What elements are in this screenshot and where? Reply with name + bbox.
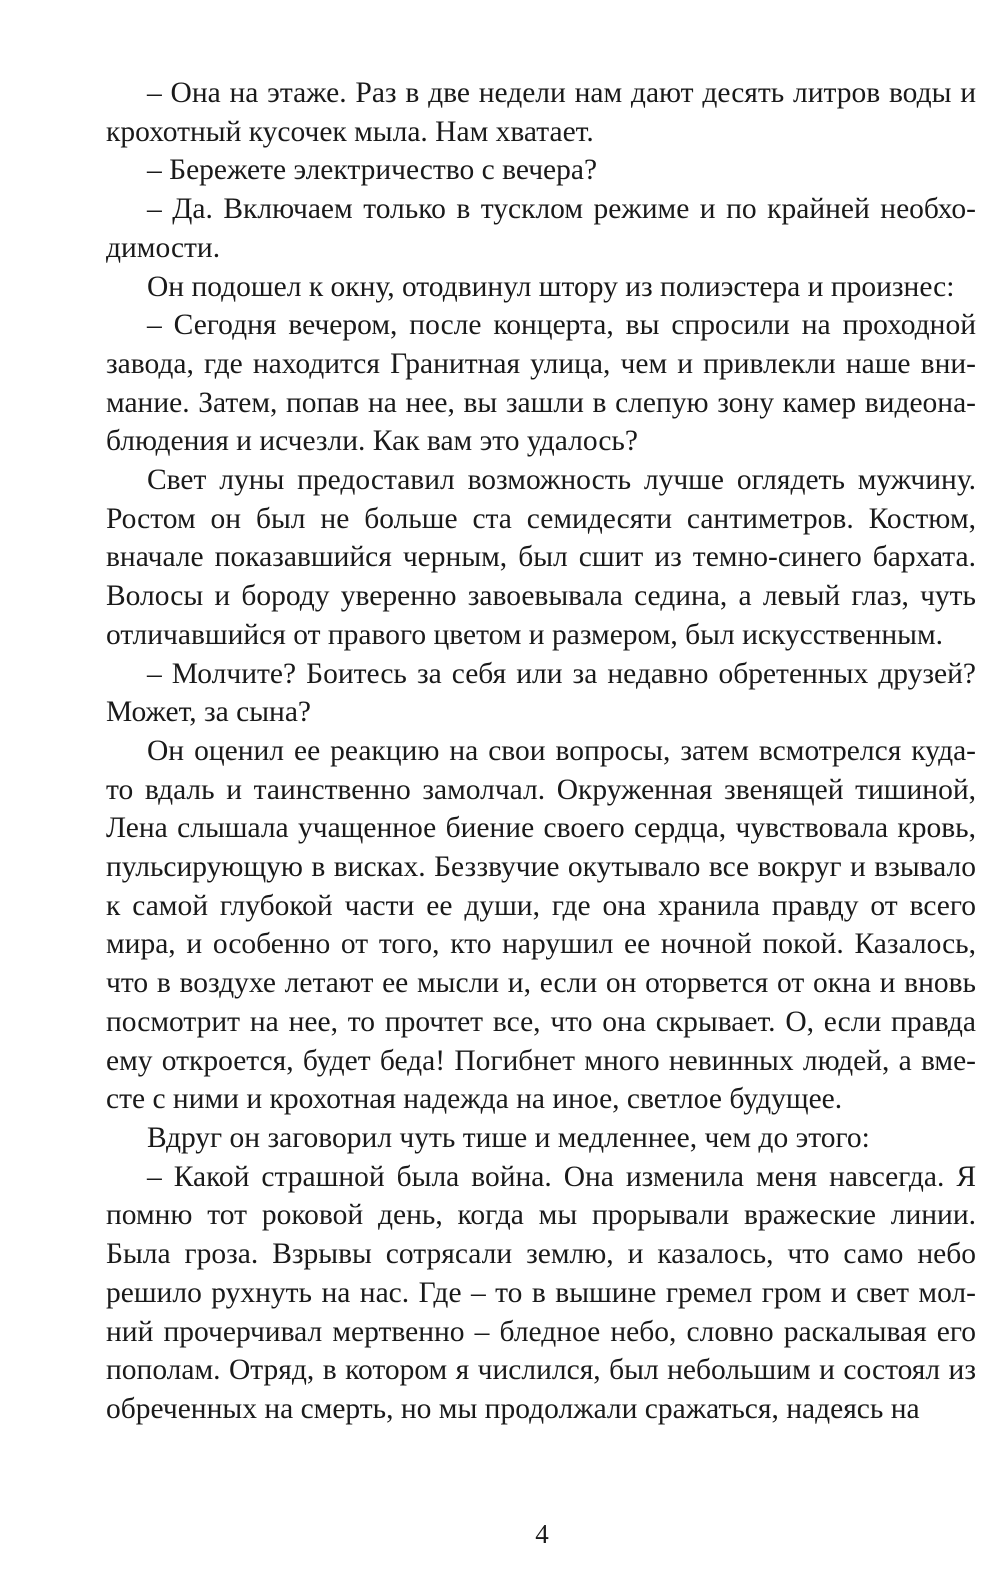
page-text — [106, 74, 976, 1429]
paragraph-5: – Сегодня вечером, после концерта, вы спросили на проходной завода, где находится Гранитная улица, чем и привлекли наше внимание. Затем, попав на нее, вы зашли в слепую зону камер видеонаблюдения и исчезли. Как вам это удалось? — [106, 309, 976, 458]
paragraph-6: Свет луны предоставил возможность лучше оглядеть мужчину. Ростом он был не больше ста семидесяти сантиметров. Костюм, вначале показавшийся черным, был сшит из темно-синего бархата. Волосы и бороду уверенно завоевывала седина, а левый глаз, чуть отличавшийся от правого цветом и размером, был искусственным. — [106, 464, 976, 651]
paragraph-9: Вдруг он заговорил чуть тише и медленнее, чем до этого: — [147, 1121, 870, 1154]
paragraph-8: Он оценил ее реакцию на свои вопросы, затем всмотрелся куда-то вдаль и таинственно замолчал. Окруженная звенящей тишиной, Лена слышала учащенное биение своего сердца, чувствовала кровь, пульсирующую в висках. Беззвучие окутывало все вокруг и взывало к самой глубокой части ее души, где она хранила правду от всего мира, и особенно от того, кто нарушил ее ночной покой. Казалось, что в воздухе летают ее мысли и, если он оторвется от окна и вновь посмотрит на нее, то прочтет все, что она скрывает. О, если правда ему откроется, будет беда! Погибнет много невинных людей, а вместе с ними и крохотная надежда на иное, светлое будущее. — [106, 734, 976, 1116]
paragraph-4: Он подошел к окну, отодвинул штору из полиэстера и произнес: — [147, 270, 955, 303]
paragraph-2: – Бережете электричество с вечера? — [147, 154, 598, 187]
page-number: 4 — [535, 1519, 549, 1549]
paragraph-10: – Какой страшной была война. Она изменила меня навсегда. Я помню тот роковой день, когда мы прорывали вражеские линии. Была гроза. Взрывы сотрясали землю, и казалось, что само небо решило рухнуть на нас. Где – то в вышине гремел гром и свет молний прочерчивал мертвенно – бледное небо, словно раскалывая его пополам. Отряд, в котором я числился, был небольшим и состоял из обреченных на смерть, но мы продолжали сражаться, надеясь на — [106, 1160, 976, 1425]
paragraph-1: – Она на этаже. Раз в две недели нам дают десять литров воды и крохотный кусочек мыла. Нам хватает. — [106, 77, 976, 148]
paragraph-7: – Молчите? Боитесь за себя или за недавно обретенных друзей? Может, за сына? — [106, 657, 976, 729]
paragraph-3: – Да. Включаем только в тусклом режиме и по крайней необходимости. — [106, 193, 976, 264]
